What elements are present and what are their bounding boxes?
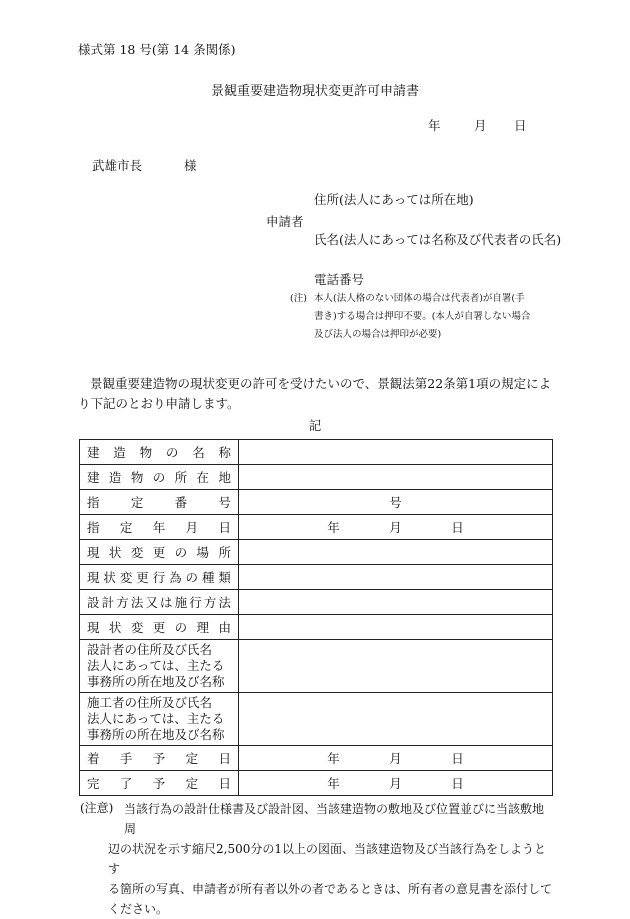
row-value: 号	[389, 495, 402, 510]
addressee-mayor: 武雄市長	[92, 158, 143, 173]
row-label-line: 設計者の住所及び氏名	[87, 642, 213, 657]
row-label	[80, 640, 239, 693]
row-label-text: 完 了 予 定 日	[87, 776, 231, 791]
row-value-field[interactable]	[239, 565, 553, 590]
row-label-line: 法人にあっては、主たる	[87, 658, 225, 673]
applicant-address: 住所(法人にあっては所在地)	[314, 192, 474, 207]
applicant-name: 氏名(法人にあっては名称及び代表者の氏名)	[314, 232, 562, 247]
table-row	[80, 693, 553, 746]
row-label-text: 現 状 変 更 行 為 の 種 類	[87, 570, 231, 585]
table-row	[80, 590, 553, 615]
note-line: 書き)する場合は押印不要。(本人が自署しない場合	[314, 311, 531, 322]
row-value-field[interactable]	[239, 440, 553, 465]
row-value-field[interactable]	[239, 540, 553, 565]
row-label-text: 指 定 年 月 日	[87, 520, 231, 535]
applicant-note	[314, 290, 564, 344]
table-row	[80, 490, 553, 515]
row-label	[80, 590, 239, 615]
table-row	[80, 540, 553, 565]
addressee	[92, 156, 197, 174]
row-label-line: 事務所の所在地及び名称	[87, 674, 225, 689]
form-number: 様式第 18 号(第 14 条関係)	[78, 42, 236, 57]
row-label-text: 指 定 番 号	[87, 495, 231, 510]
footnote-line: ください。	[108, 902, 169, 916]
row-label-line: 法人にあっては、主たる	[87, 711, 225, 726]
table-row	[80, 771, 553, 796]
footnote-line: 辺の状況を示す縮尺2,500分の1以上の図面、当該建造物及び当該行為をしようとす	[108, 842, 546, 876]
row-label-line: 施工者の住所及び氏名	[87, 695, 213, 710]
row-value-field[interactable]	[239, 590, 553, 615]
table-row	[80, 746, 553, 771]
row-label	[80, 615, 239, 640]
date-month: 月	[389, 776, 402, 791]
table-row	[80, 440, 553, 465]
document-title: 景観重要建造物現状変更許可申請書	[210, 84, 419, 99]
date-month: 月	[473, 118, 487, 133]
row-value-field[interactable]	[239, 615, 553, 640]
row-value-field[interactable]	[239, 465, 553, 490]
row-value-field[interactable]	[239, 693, 553, 746]
date-month: 月	[389, 520, 402, 535]
footnote-label: (注意)	[80, 801, 114, 815]
row-label	[80, 540, 239, 565]
row-label-text: 設 計 方 法 又 は 施 行 方 法	[87, 595, 231, 610]
ki-heading: 記	[308, 418, 322, 433]
row-label	[80, 565, 239, 590]
addressee-honorific: 様	[184, 158, 197, 173]
row-label	[80, 490, 239, 515]
footnote-text	[108, 799, 553, 919]
date-year: 年	[428, 118, 441, 133]
table-row	[80, 465, 553, 490]
table-row	[80, 565, 553, 590]
date-year: 年	[327, 751, 340, 766]
date-day: 日	[513, 118, 527, 133]
application-table	[79, 439, 553, 796]
row-label-text: 現 状 変 更 の 場 所	[87, 545, 231, 560]
date-month: 月	[389, 751, 402, 766]
row-label	[80, 771, 239, 796]
row-label-text: 建 造 物 の 名 称	[87, 445, 231, 460]
table-row	[80, 640, 553, 693]
row-value-field[interactable]	[239, 746, 553, 771]
row-label	[80, 465, 239, 490]
table-row	[80, 515, 553, 540]
note-line: 本人(法人格のない団体の場合は代表者)が自署(手	[314, 293, 525, 304]
footnote-line: 当該行為の設計仕様書及び設計図、当該建造物の敷地及び位置並びに当該敷地周	[124, 802, 545, 836]
note-line: 及び法人の場合は押印が必要)	[314, 329, 442, 340]
row-value-field[interactable]	[239, 771, 553, 796]
row-value-field[interactable]	[239, 490, 553, 515]
date-year: 年	[327, 520, 340, 535]
row-value-field[interactable]	[239, 515, 553, 540]
row-label-text: 建 造 物 の 所 在 地	[87, 470, 231, 485]
applicant-label: 申請者	[266, 214, 304, 229]
date-day: 日	[451, 776, 464, 791]
table-row	[80, 615, 553, 640]
row-value-field[interactable]	[239, 640, 553, 693]
row-label	[80, 693, 239, 746]
date-day: 日	[451, 520, 464, 535]
date-year: 年	[327, 776, 340, 791]
date-day: 日	[451, 751, 464, 766]
footnote-line: る箇所の写真、申請者が所有者以外の者であるときは、所有者の意見書を添付して	[108, 882, 553, 896]
row-label	[80, 746, 239, 771]
row-label-text: 着 手 予 定 日	[87, 751, 231, 766]
row-label-text: 現 状 変 更 の 理 由	[87, 620, 231, 635]
application-date	[428, 116, 526, 134]
applicant-phone: 電話番号	[314, 272, 365, 287]
request-statement: 景観重要建造物の現状変更の許可を受けたいので、景観法第22条第1項の規定により下記のとおり申請します。	[78, 376, 552, 411]
row-label	[80, 440, 239, 465]
row-label	[80, 515, 239, 540]
row-label-line: 事務所の所在地及び名称	[87, 727, 225, 742]
applicant-note-head: (注)	[290, 293, 307, 304]
